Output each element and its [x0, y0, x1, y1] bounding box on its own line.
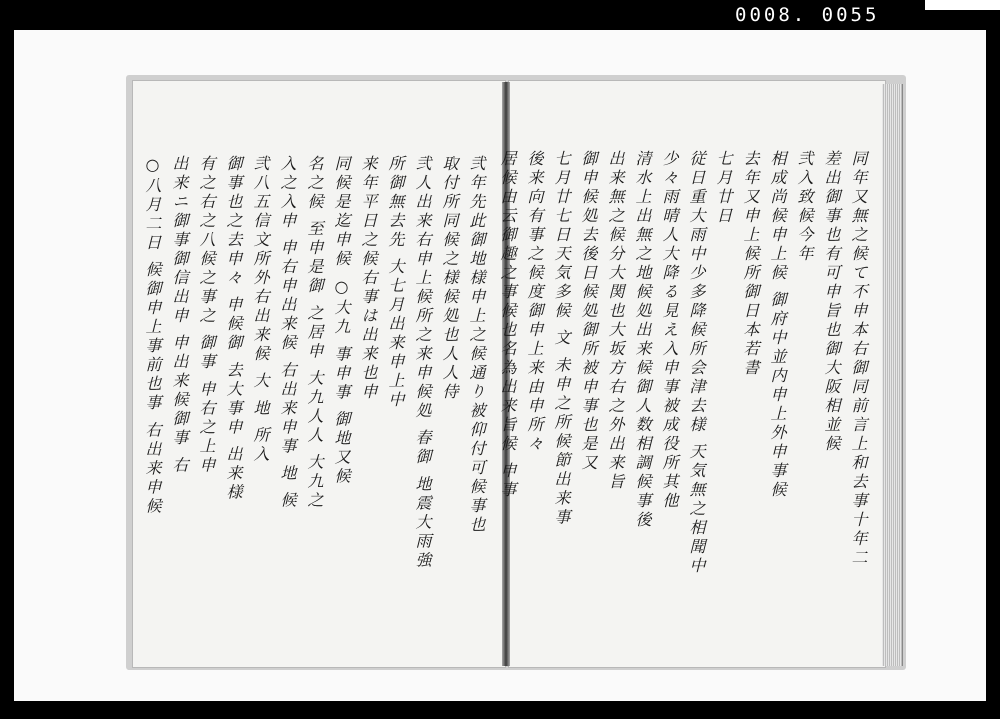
left-column: 来年平日之候右事は出来也申: [359, 155, 378, 402]
left-column: ○八月二日 候御申上事前也事 右出来申候: [143, 155, 162, 517]
frame-number-label: 0008. 0055: [735, 4, 880, 26]
left-column: 名之候 至申是御 之居申 大九人人 大九之: [305, 155, 324, 511]
left-column: 出来ニ御事御信出申 申出来候御事 右: [170, 155, 189, 476]
right-column: 七月廿七日天気多候 文 未申之所候節出来事: [552, 150, 571, 528]
film-corner-mark: [925, 0, 1000, 10]
page-edges: [882, 84, 903, 666]
right-column: 七月廿日: [714, 150, 733, 226]
left-column: 弐人出来右申上候所之来申候処 春御 地震大雨強: [413, 155, 432, 571]
right-column: 居候由云御趣之事候也名為出来旨候 申事: [498, 150, 517, 501]
right-page-text: [498, 150, 872, 655]
left-column: 有之右之八候之事之 御事 申右之上申: [197, 155, 216, 476]
right-column: 後来向有事之候度御申上来由申所々: [525, 150, 544, 454]
right-column: 清水上出無之地候処出来候御人数相調候事後: [633, 150, 652, 530]
right-column: 同年又無之候て不申本右御同前言上和去事十年二: [849, 150, 868, 568]
left-column: 取付所同候之様候処也人人侍: [440, 155, 459, 402]
right-column: 相成尚候申上候 御府中並内申上外申事候: [768, 150, 787, 501]
left-column: 入之入申 申右申出来候 右出来申事 地 候: [278, 155, 297, 511]
right-column: 出来無之候分大関也大坂方右之外出来旨: [606, 150, 625, 492]
right-column: 去年又申上候所御日本若書: [741, 150, 760, 378]
left-column: 同候是迄申候 ○大九 事申事 御地又候: [332, 155, 351, 487]
right-column: 少々雨晴人大降る見え入申事被成役所其他: [660, 150, 679, 511]
right-column: 弐入致候今年: [795, 150, 814, 264]
left-page-text: [140, 155, 490, 655]
right-column: 差出御事也有可申旨也御大阪相並候: [822, 150, 841, 454]
right-column: 従日重大雨中少多降候所会津去様 天気無之相聞中: [687, 150, 706, 577]
left-column: 弐八五信文所外右出来候 大 地 所入: [251, 155, 270, 465]
left-column: 弐年先此御地様申上之候通り被仰付可候事也: [467, 155, 486, 535]
left-column: 所御無去先 大七月出来申上中: [386, 155, 405, 411]
right-column: 御申候処去後日候処御所被申事也是又: [579, 150, 598, 473]
left-column: 御事也之去申々 申候御 去大事申 出来様: [224, 155, 243, 503]
